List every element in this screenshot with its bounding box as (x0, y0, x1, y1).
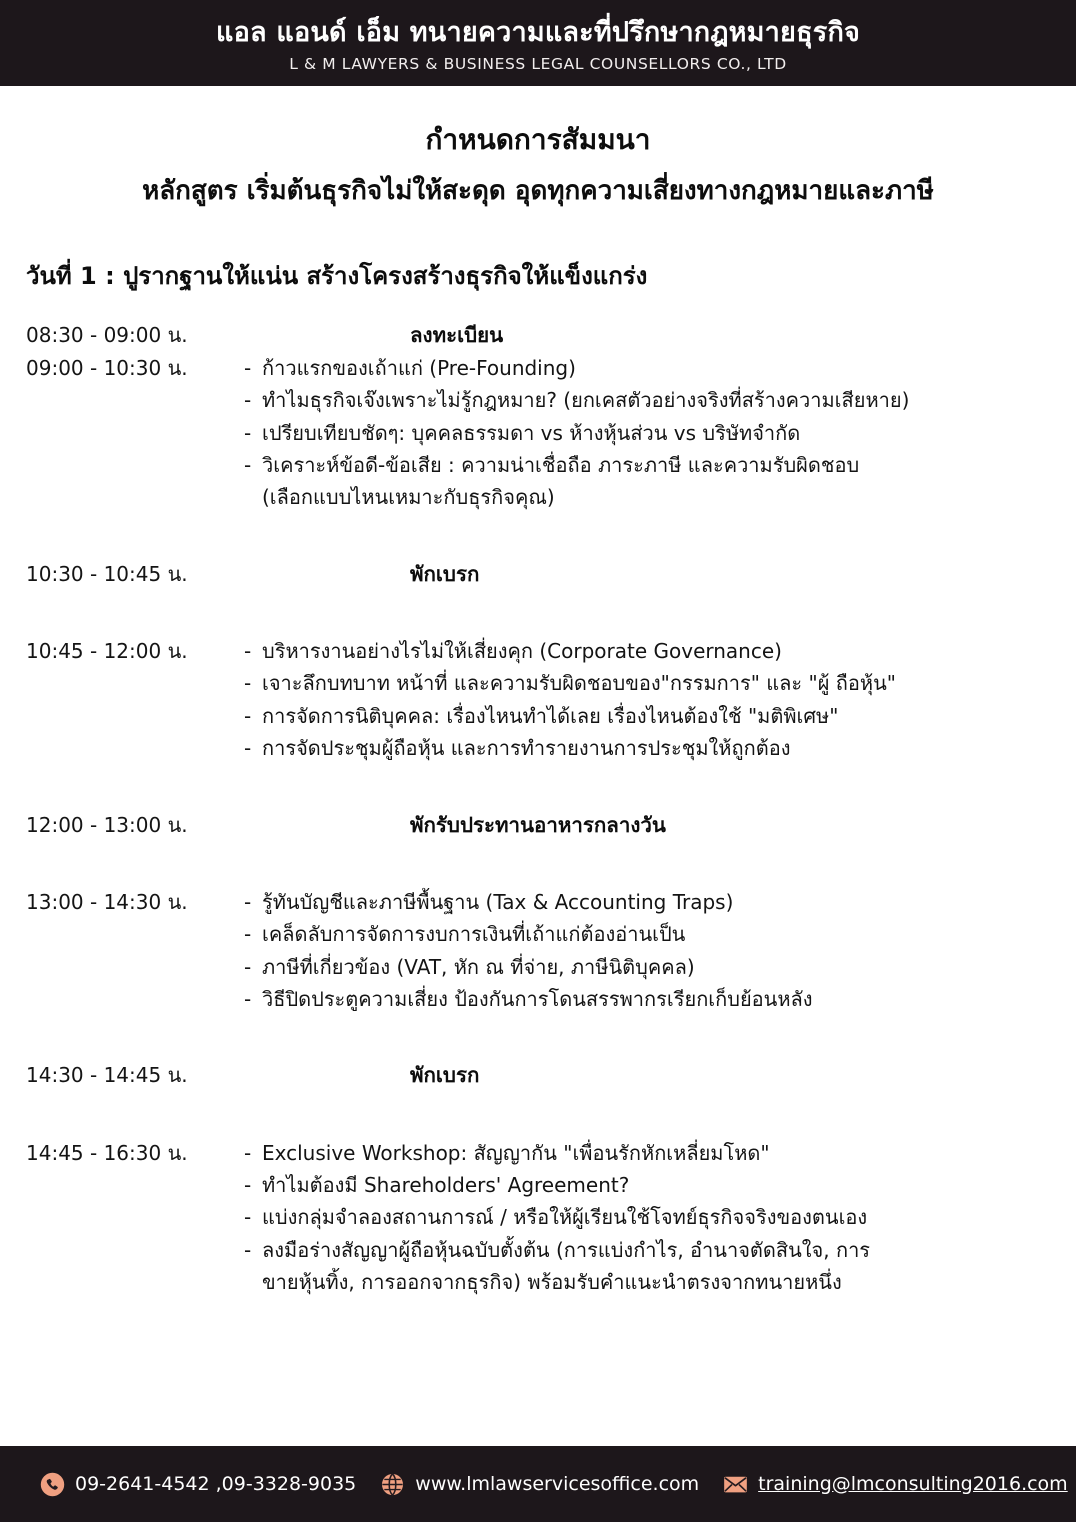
schedule-topic-item (244, 886, 1062, 918)
schedule-topic-item (244, 667, 1062, 699)
schedule-content (244, 1059, 1062, 1092)
schedule-topic-text: วิธีปิดประตูความเสี่ยง ป้องกันการโดนสรรพากรเรียกเก็บย้อนหลัง (262, 986, 813, 1011)
schedule-row (26, 558, 1062, 591)
schedule-topic-text: วิเคราะห์ข้อดี-ข้อเสีย : ความน่าเชื่อถือ ภาระภาษี และความรับผิดชอบ (262, 453, 860, 478)
schedule-topic-text: บริหารงานอย่างไรไม่ให้เสี่ยงคุก (Corporate Governance) (262, 639, 782, 664)
schedule-topic-text: แบ่งกลุ่มจำลองสถานการณ์ / หรือให้ผู้เรียนใช้โจทย์ธุรกิจจริงของตนเอง (262, 1205, 868, 1230)
schedule-topic-text: ภาษีที่เกี่ยวข้อง (VAT, หัก ณ ที่จ่าย, ภาษีนิติบุคคล) (262, 954, 695, 979)
schedule-session-heading: พักรับประทานอาหารกลางวัน (410, 812, 666, 837)
schedule-topic-item (244, 635, 1062, 667)
schedule-topic-text-continued: (เลือกแบบไหนเหมาะกับธุรกิจคุณ) (262, 485, 555, 510)
schedule-topic-text: ทำไมธุรกิจเจ๊งเพราะไม่รู้กฎหมาย? (ยกเคสตัวอย่างจริงที่สร้างความเสียหาย) (262, 388, 910, 413)
schedule-topic-text: เคล็ดลับการจัดการงบการเงินที่เถ้าแก่ต้องอ่านเป็น (262, 922, 686, 947)
schedule-topic-item (244, 1169, 1062, 1201)
schedule-topic-text: ทำไมต้องมี Shareholders' Agreement? (262, 1172, 630, 1197)
schedule-content (244, 319, 1062, 352)
company-header-bar (0, 0, 1076, 86)
schedule-topic-item (244, 951, 1062, 983)
schedule-topic-item (244, 449, 1062, 514)
email-address-text[interactable]: training@lmconsulting2016.com (758, 1472, 1068, 1495)
schedule-topic-item (244, 983, 1062, 1015)
schedule-topic-item (244, 417, 1062, 449)
schedule-spacer (26, 591, 1062, 635)
website-url-text[interactable]: www.lmlawservicesoffice.com (415, 1472, 700, 1495)
schedule-content (244, 886, 1062, 1016)
contact-website[interactable] (380, 1472, 699, 1497)
schedule-row (26, 1059, 1062, 1092)
schedule-topic-list (244, 886, 1062, 1016)
schedule-topic-text: รู้ทันบัญชีและภาษีพื้นฐาน (Tax & Accounting Traps) (262, 889, 734, 914)
company-name-thai: แอล แอนด์ เอ็ม ทนายความและที่ปรึกษากฎหมายธุรกิจ (215, 16, 861, 48)
schedule-row (26, 809, 1062, 842)
schedule-spacer (26, 765, 1062, 809)
schedule-topic-item (244, 732, 1062, 764)
schedule-topic-list (244, 635, 1062, 765)
schedule-row (26, 352, 1062, 514)
phone-number-text: 09-2641-4542 ,09-3328-9035 (75, 1472, 357, 1495)
contact-phone (40, 1472, 356, 1497)
schedule-session-heading: พักเบรก (410, 561, 480, 586)
schedule-spacer (26, 514, 1062, 558)
schedule-topic-item (244, 1201, 1062, 1233)
globe-icon (380, 1472, 405, 1497)
schedule-time: 12:00 - 13:00 น. (26, 812, 188, 837)
schedule-topic-text: การจัดประชุมผู้ถือหุ้น และการทำรายงานการประชุมให้ถูกต้อง (262, 736, 791, 761)
schedule-session-heading: พักเบรก (410, 1063, 480, 1088)
page-subtitle: หลักสูตร เริ่มต้นธุรกิจไม่ให้สะดุด อุดทุกความเสี่ยงทางกฎหมายและภาษี (142, 176, 934, 207)
schedule-spacer (26, 1093, 1062, 1137)
schedule-topic-text-continued: ขายหุ้นทิ้ง, การออกจากธุรกิจ) พร้อมรับคำแนะนำตรงจากทนายหนึ่ง (262, 1270, 842, 1295)
schedule-time: 14:45 - 16:30 น. (26, 1140, 188, 1165)
contact-email[interactable] (723, 1472, 1068, 1497)
schedule-time: 13:00 - 14:30 น. (26, 889, 188, 914)
schedule-topic-list (244, 1137, 1062, 1299)
schedule-spacer (26, 1015, 1062, 1059)
schedule-time: 10:30 - 10:45 น. (26, 561, 188, 586)
schedule-topic-text: การจัดการนิติบุคคล: เรื่องไหนทำได้เลย เรื่องไหนต้องใช้ "มติพิเศษ" (262, 703, 839, 728)
schedule-topic-item (244, 384, 1062, 416)
schedule-row (26, 635, 1062, 765)
schedule-topic-list (244, 352, 1062, 514)
schedule-topic-text: ลงมือร่างสัญญาผู้ถือหุ้นฉบับตั้งต้น (การแบ่งกำไร, อำนาจตัดสินใจ, การ (262, 1237, 871, 1262)
schedule-topic-item (244, 1137, 1062, 1169)
day-heading: วันที่ 1 : ปูรากฐานให้แน่น สร้างโครงสร้างธุรกิจให้แข็งแกร่ง (26, 262, 648, 291)
schedule-row (26, 886, 1062, 1016)
schedule-content (244, 635, 1062, 765)
schedule-time: 08:30 - 09:00 น. (26, 322, 188, 347)
schedule-content (244, 352, 1062, 514)
schedule-list (0, 319, 1076, 1299)
schedule-topic-text: ก้าวแรกของเถ้าแก่ (Pre-Founding) (262, 355, 576, 380)
schedule-time: 14:30 - 14:45 น. (26, 1063, 188, 1088)
page-title: กำหนดการสัมมนา (425, 123, 651, 156)
schedule-topic-text: เปรียบเทียบชัดๆ: บุคคลธรรมดา vs ห้างหุ้นส่วน vs บริษัทจำกัด (262, 420, 801, 445)
schedule-content (244, 558, 1062, 591)
schedule-topic-item (244, 1234, 1062, 1299)
schedule-content (244, 809, 1062, 842)
schedule-row (26, 319, 1062, 352)
schedule-content (244, 1137, 1062, 1299)
schedule-topic-item (244, 700, 1062, 732)
schedule-topic-item (244, 352, 1062, 384)
schedule-topic-text: Exclusive Workshop: สัญญากัน "เพื่อนรักหักเหลี่ยมโหด" (262, 1140, 770, 1165)
schedule-topic-item (244, 918, 1062, 950)
company-name-english: L & M LAWYERS & BUSINESS LEGAL COUNSELLORS CO., LTD (289, 55, 787, 74)
schedule-time: 10:45 - 12:00 น. (26, 639, 188, 664)
title-block (0, 86, 1076, 209)
envelope-icon (723, 1472, 748, 1497)
contact-footer-bar (0, 1446, 1076, 1522)
schedule-spacer (26, 842, 1062, 886)
schedule-session-heading: ลงทะเบียน (410, 322, 504, 347)
schedule-row (26, 1137, 1062, 1299)
schedule-topic-text: เจาะลึกบทบาท หน้าที่ และความรับผิดชอบของ"กรรมการ" และ "ผู้ ถือหุ้น" (262, 671, 896, 696)
phone-icon (40, 1472, 65, 1497)
schedule-time: 09:00 - 10:30 น. (26, 355, 188, 380)
